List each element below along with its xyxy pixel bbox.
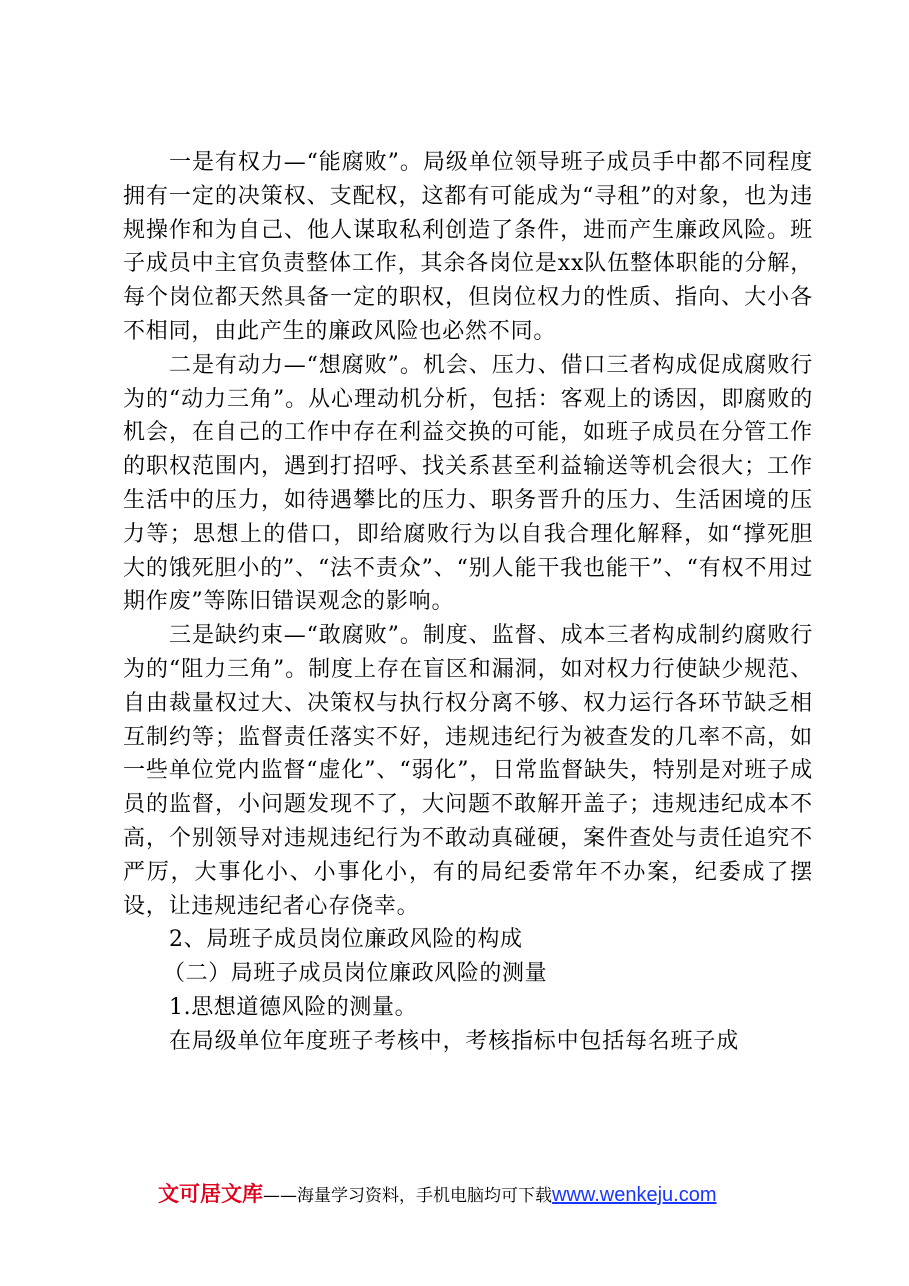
subsection-heading-moral-risk: 1.思想道德风险的测量。 [169,994,418,1020]
paragraph-assessment: 在局级单位年度班子考核中，考核指标中包括每名班子成 [169,1028,740,1054]
section-heading-measurement: （二）局班子成员岗位廉政风险的测量 [163,961,548,987]
paragraph-constraint: 三是缺约束—“敢腐败”。制度、监督、成本三者构成制约腐败行为的“阻力三角”。制度上存在盲区和漏洞，如对权力行使缺少规范、自由裁量权过大、决策权与执行权分离不够、权力运行各环节缺乏相互制约等；监督责任落实不好，违规违纪行为被查发的几率不高，如一些单位党内监督“虚化”、“弱化”，日常监督缺失，特别是对班子成员的监督，小问题发现不了，大问题不敢解开盖子；违规违纪成本不高，个别领导对违规违纪行为不敢动真碰硬，案件查处与责任追究不严厉，大事化小、小事化小，有的局纪委常年不办案，纪委成了摆设，让违规违纪者心存侥幸。 [123,623,813,919]
paragraph-motivation: 二是有动力—“想腐败”。机会、压力、借口三者构成促成腐败行为的“动力三角”。从心理动机分析，包括：客观上的诱因，即腐败的机会，在自己的工作中存在利益交换的可能，如班子成员在分管工作的职权范围内，遇到打招呼、找关系甚至利益输送等机会很大；工作生活中的压力，如待遇攀比的压力、职务晋升的压力、生活困境的压力等；思想上的借口，即给腐败行为以自我合理化解释，如“撑死胆大的饿死胆小的”、“法不责众”、“别人能干我也能干”、“有权不用过期作废”等陈旧错误观念的影响。 [123,352,813,615]
page-footer [158,1180,798,1210]
document-body [123,146,813,1059]
brand-logo-text: 文可居文库 [158,1182,263,1206]
footer-website-link[interactable]: www.wenkeju.com [552,1184,717,1206]
footer-tagline: ——海量学习资料，手机电脑均可下载 [263,1186,552,1206]
section-heading-composition: 2、局班子成员岗位廉政风险的构成 [169,927,523,953]
paragraph-power: 一是有权力—“能腐败”。局级单位领导班子成员手中都不同程度拥有一定的决策权、支配权，这都有可能成为“寻租”的对象，也为违规操作和为自己、他人谋取私利创造了条件，进而产生廉政风险。班子成员中主官负责整体工作，其余各岗位是xx队伍整体职能的分解，每个岗位都天然具备一定的职权，但岗位权力的性质、指向、大小各不相同，由此产生的廉政风险也必然不同。 [123,150,813,344]
